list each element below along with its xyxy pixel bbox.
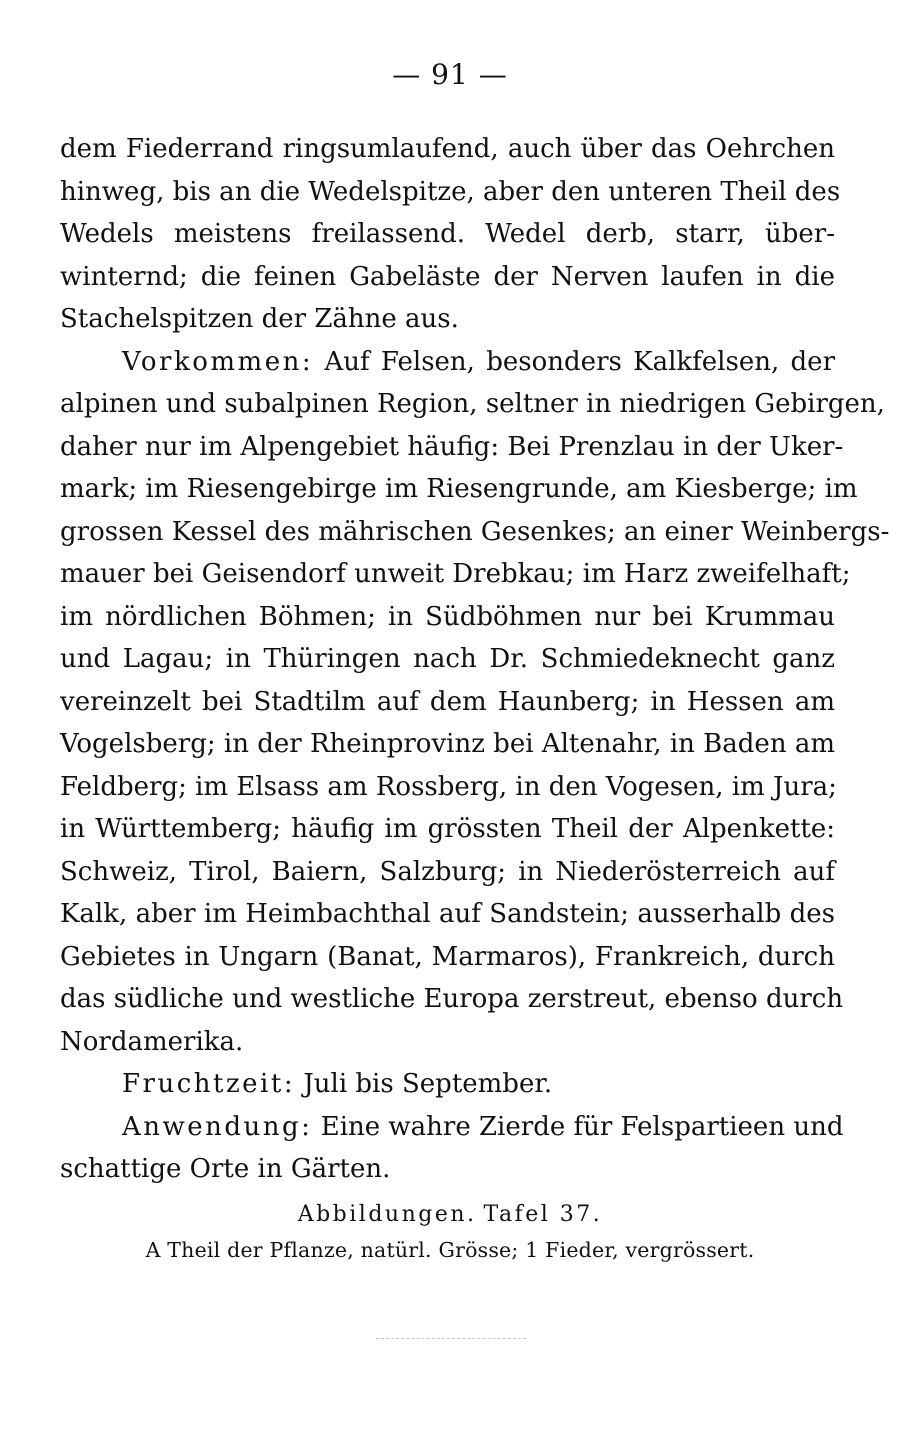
occurrence-text: Auf Felsen, besonders Kalkfelsen, der xyxy=(324,346,836,377)
text-line: vereinzelt bei Stadtilm auf dem Haunberg; in Hessen am xyxy=(60,686,835,717)
text-line: im nördlichen Böhmen; in Südböhmen nur bei Krummau xyxy=(60,601,835,632)
illustrations-label: Abbildungen. xyxy=(297,1202,477,1227)
use-text: Eine wahre Zierde für Felspartieen und xyxy=(320,1111,844,1142)
text-line: hinweg, bis an die Wedelspitze, aber den unteren Theil des xyxy=(60,176,841,207)
text-line: mauer bei Geisendorf unweit Drebkau; im Harz zweifelhaft; xyxy=(60,559,851,589)
fruiting-text: Juli bis September. xyxy=(303,1069,553,1099)
plate-number: Tafel 37. xyxy=(483,1202,603,1227)
illustrations-caption: A Theil der Pflanze, natürl. Grösse; 1 Fieder, vergrössert. xyxy=(145,1238,755,1262)
text-line: Vogelsberg; in der Rheinprovinz bei Altenahr, in Baden am xyxy=(60,729,835,759)
occurrence-label: Vorkommen: xyxy=(122,346,314,377)
text-line: alpinen und subalpinen Region, seltner in niedrigen Gebirgen, xyxy=(60,389,885,419)
occurrence-first-line xyxy=(60,341,835,384)
text-line: Stachelspitzen der Zähne aus. xyxy=(60,304,459,334)
text-line: Feldberg; im Elsass am Rossberg, in den Vogesen, im Jura; xyxy=(60,771,837,802)
use-label: Anwendung: xyxy=(122,1111,313,1142)
text-line: und Lagau; in Thüringen nach Dr. Schmiedeknecht ganz xyxy=(60,644,835,674)
text-line: Wedels meistens freilassend. Wedel derb, starr, über- xyxy=(60,219,835,249)
fruiting-line xyxy=(60,1063,835,1106)
text-line: winternd; die feinen Gabeläste der Nerven laufen in die xyxy=(60,261,835,292)
illustrations-heading xyxy=(0,1202,900,1227)
fruiting-label: Fruchtzeit: xyxy=(122,1069,296,1099)
text-line: Kalk, aber im Heimbachthal auf Sandstein; ausserhalb des xyxy=(60,899,835,929)
use-first-line xyxy=(60,1106,844,1149)
text-line: in Württemberg; häufig im grössten Theil der Alpenkette: xyxy=(60,814,835,844)
text-line: Gebietes in Ungarn (Banat, Marmaros), Frankreich, durch xyxy=(60,941,835,972)
text-line: das südliche und westliche Europa zerstreut, ebenso durch xyxy=(60,984,844,1014)
body-text xyxy=(60,128,890,1191)
bottom-divider xyxy=(376,1338,526,1339)
text-line: Schweiz, Tirol, Baiern, Salzburg; in Niederösterreich auf xyxy=(60,856,835,887)
text-line: Nordamerika. xyxy=(60,1026,244,1057)
text-line: grossen Kessel des mährischen Gesenkes; an einer Weinbergs- xyxy=(60,516,890,547)
page-number: — 91 — xyxy=(392,58,508,91)
text-line: daher nur im Alpengebiet häufig: Bei Prenzlau in der Uker- xyxy=(60,431,844,462)
text-line: mark; im Riesengebirge im Riesengrunde, am Kiesberge; im xyxy=(60,474,858,504)
text-line: schattige Orte in Gärten. xyxy=(60,1154,391,1184)
text-line: dem Fiederrand ringsumlaufend, auch über das Oehrchen xyxy=(60,134,835,164)
